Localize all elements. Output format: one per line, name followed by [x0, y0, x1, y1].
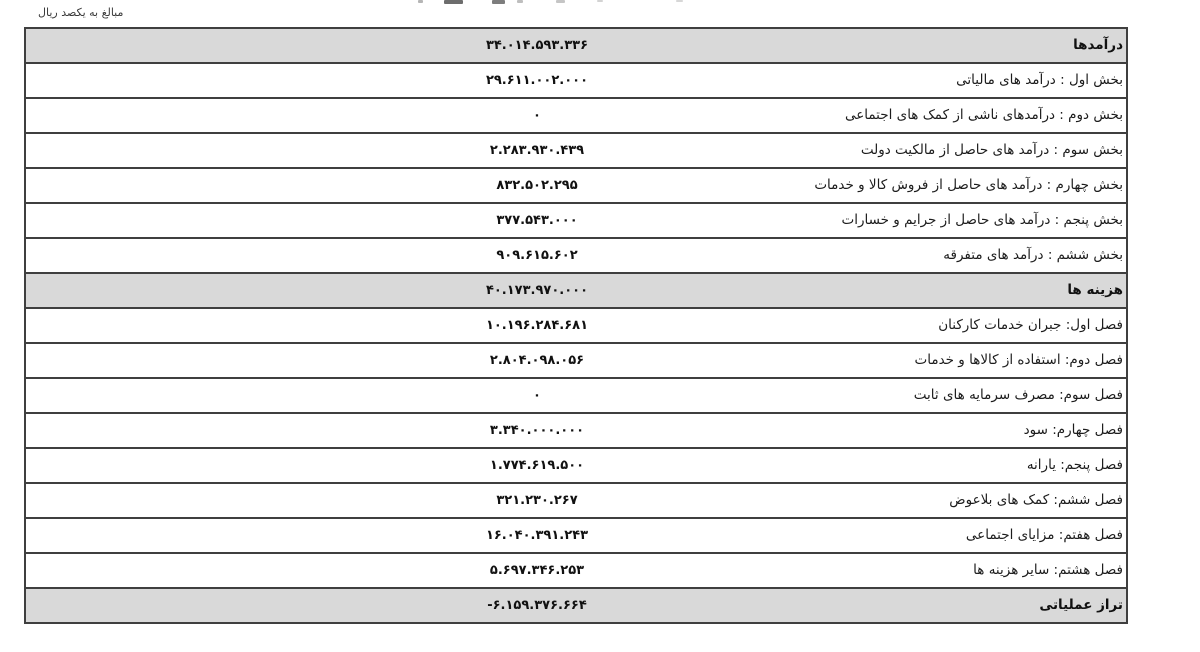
row-value: ۵.۶۹۷.۳۴۶.۲۵۳ — [489, 563, 585, 578]
row-value: ۰ — [533, 388, 541, 403]
table-row — [26, 64, 1126, 99]
row-label: تراز عملیاتی — [1039, 597, 1123, 613]
cropped-title-fragment — [444, 0, 463, 4]
row-value: ۱.۷۷۴.۶۱۹.۵۰۰ — [489, 458, 585, 473]
row-value: ۳.۳۴۰.۰۰۰.۰۰۰ — [489, 423, 585, 438]
cropped-title-fragment — [676, 0, 683, 2]
row-label: بخش ششم : درآمد های متفرقه — [943, 247, 1123, 263]
row-label: بخش سوم : درآمد های حاصل از مالکیت دولت — [860, 142, 1123, 158]
row-label: فصل پنجم: یارانه — [1026, 457, 1123, 473]
row-value: ۲.۸۰۴.۰۹۸.۰۵۶ — [489, 353, 585, 368]
table-row — [26, 554, 1126, 589]
row-label: فصل دوم: استفاده از کالاها و خدمات — [914, 352, 1123, 368]
row-value: ۲۹.۶۱۱.۰۰۲.۰۰۰ — [485, 73, 589, 88]
row-label: بخش دوم : درآمدهای ناشی از کمک های اجتماعی — [844, 107, 1123, 123]
row-label: بخش چهارم : درآمد های حاصل از فروش کالا و خدمات — [814, 177, 1123, 193]
section-row — [26, 589, 1126, 622]
row-value: ۳۲۱.۲۳۰.۲۶۷ — [496, 493, 578, 508]
row-value: ۲.۲۸۳.۹۳۰.۴۳۹ — [489, 143, 585, 158]
row-label: هزینه ها — [1067, 282, 1123, 298]
row-label: فصل چهارم: سود — [1023, 422, 1123, 438]
row-value: -۶.۱۵۹.۳۷۶.۶۶۴ — [487, 598, 587, 613]
table-row — [26, 169, 1126, 204]
row-label: بخش اول : درآمد های مالیاتی — [956, 72, 1123, 88]
table-row — [26, 449, 1126, 484]
row-value: ۴۰.۱۷۳.۹۷۰.۰۰۰ — [485, 283, 589, 298]
table-row — [26, 519, 1126, 554]
table-row — [26, 99, 1126, 134]
row-value: ۹۰۹.۶۱۵.۶۰۲ — [496, 248, 578, 263]
row-label: درآمدها — [1073, 37, 1123, 53]
cropped-title-fragment — [597, 0, 603, 2]
row-label: فصل سوم: مصرف سرمایه های ثابت — [913, 387, 1123, 403]
table-row — [26, 239, 1126, 274]
row-value: ۱۰.۱۹۶.۲۸۴.۶۸۱ — [485, 318, 589, 333]
row-label: فصل هشتم: سایر هزینه ها — [973, 562, 1123, 578]
row-value: ۳۴.۰۱۴.۵۹۳.۳۳۶ — [485, 38, 589, 53]
row-label: فصل ششم: کمک های بلاعوض — [949, 492, 1123, 508]
table-row — [26, 204, 1126, 239]
cropped-title-fragment — [556, 0, 565, 3]
section-row — [26, 29, 1126, 64]
table-row — [26, 414, 1126, 449]
row-value: ۰ — [533, 108, 541, 123]
cropped-title-fragment — [418, 0, 423, 3]
cropped-title-fragment — [517, 0, 523, 3]
row-value: ۱۶.۰۴۰.۳۹۱.۲۴۳ — [485, 528, 589, 543]
row-value: ۸۳۲.۵۰۲.۲۹۵ — [496, 178, 578, 193]
table-row — [26, 309, 1126, 344]
row-value: ۳۷۷.۵۴۳.۰۰۰ — [496, 213, 578, 228]
table-row — [26, 379, 1126, 414]
section-row — [26, 274, 1126, 309]
cropped-title-fragment — [492, 0, 505, 4]
unit-note: مبالغ به یکصد ریال — [38, 6, 124, 19]
row-label: فصل هفتم: مزایای اجتماعی — [965, 527, 1123, 543]
budget-table — [24, 27, 1128, 624]
row-label: فصل اول: جبران خدمات کارکنان — [938, 317, 1123, 333]
table-row — [26, 484, 1126, 519]
table-row — [26, 134, 1126, 169]
row-label: بخش پنجم : درآمد های حاصل از جرایم و خسارات — [841, 212, 1123, 228]
table-row — [26, 344, 1126, 379]
